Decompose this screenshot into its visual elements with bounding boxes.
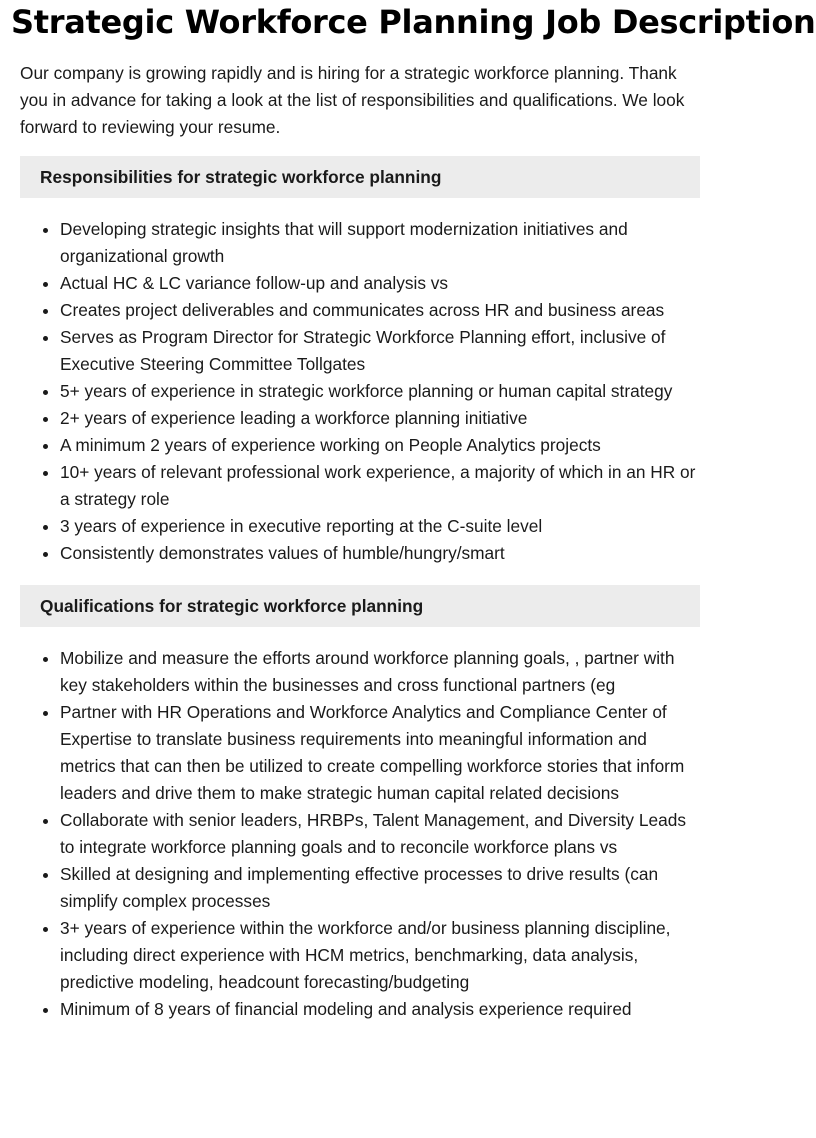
list-item: • A minimum 2 years of experience working on People Analytics projects bbox=[60, 432, 700, 459]
list-item: • Minimum of 8 years of financial modeling and analysis experience required bbox=[60, 996, 700, 1023]
list-item: • Creates project deliverables and communicates across HR and business areas bbox=[60, 297, 700, 324]
list-item: • 2+ years of experience leading a workforce planning initiative bbox=[60, 405, 700, 432]
list-item: • Mobilize and measure the efforts around workforce planning goals, , partner with key stakeholders within the businesses and cross functional partners (eg bbox=[60, 645, 700, 699]
list-item: • Collaborate with senior leaders, HRBPs, Talent Management, and Diversity Leads to integrate workforce planning goals and to reconcile workforce plans vs bbox=[60, 807, 700, 861]
list-item: • 3 years of experience in executive reporting at the C-suite level bbox=[60, 513, 700, 540]
responsibilities-list bbox=[20, 216, 700, 567]
qualifications-list bbox=[20, 645, 700, 1023]
list-item: • 10+ years of relevant professional work experience, a majority of which in an HR or a strategy role bbox=[60, 459, 700, 513]
list-item: • Serves as Program Director for Strategic Workforce Planning effort, inclusive of Executive Steering Committee Tollgates bbox=[60, 324, 700, 378]
intro-paragraph: Our company is growing rapidly and is hiring for a strategic workforce planning. Thank you in advance for taking a look at the list of responsibilities and qualifications. We look forward to reviewing your resume. bbox=[20, 63, 685, 137]
qualifications-heading: Qualifications for strategic workforce planning bbox=[20, 585, 700, 627]
page-title: Strategic Workforce Planning Job Description bbox=[11, 3, 816, 41]
list-item: • 5+ years of experience in strategic workforce planning or human capital strategy bbox=[60, 378, 700, 405]
responsibilities-heading: Responsibilities for strategic workforce planning bbox=[20, 156, 700, 198]
list-item: • Actual HC & LC variance follow-up and analysis vs bbox=[60, 270, 700, 297]
list-item: • Developing strategic insights that will support modernization initiatives and organizational growth bbox=[60, 216, 700, 270]
list-item: • Skilled at designing and implementing effective processes to drive results (can simplify complex processes bbox=[60, 861, 700, 915]
list-item: • Partner with HR Operations and Workforce Analytics and Compliance Center of Expertise to translate business requirements into meaningful information and metrics that can then be utilized to create compelling workforce stories that inform leaders and drive them to make strategic human capital related decisions bbox=[60, 699, 700, 807]
list-item: • 3+ years of experience within the workforce and/or business planning discipline, including direct experience with HCM metrics, benchmarking, data analysis, predictive modeling, headcount forecasting/budgeting bbox=[60, 915, 700, 996]
list-item: • Consistently demonstrates values of humble/hungry/smart bbox=[60, 540, 700, 567]
